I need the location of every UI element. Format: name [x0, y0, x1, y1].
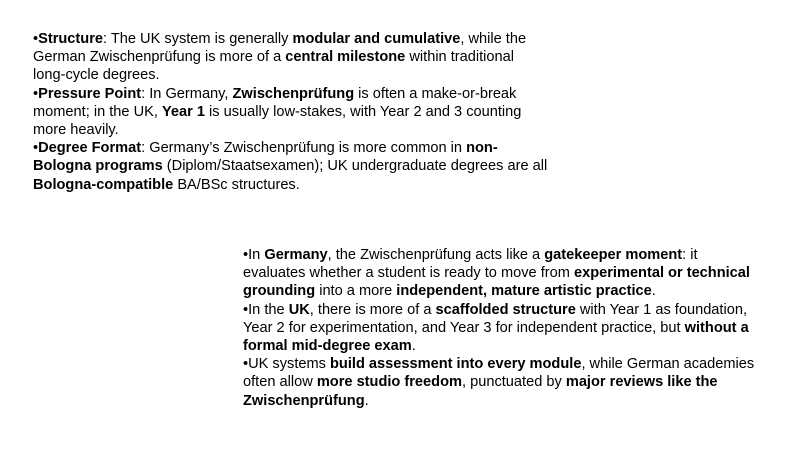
text-run: : Germany’s Zwischenprüfung is more common in	[141, 140, 467, 157]
text-run: with Year 1 as foundation, Year 2 for experimentation, and Year 3 for independent practice, but	[243, 301, 748, 336]
bullet-germany	[243, 246, 763, 301]
bold-text: Degree Format	[38, 140, 142, 157]
bold-text: without a formal mid-degree exam	[243, 319, 749, 355]
bullet-degree-format	[33, 139, 548, 194]
text-run: •	[33, 85, 39, 102]
text-run: .	[411, 338, 416, 355]
comparison-textbox-top	[33, 30, 548, 194]
bold-text: scaffolded structure	[435, 301, 576, 318]
bold-text: build assessment into every module	[330, 356, 582, 373]
text-run: •	[33, 31, 39, 47]
text-run: is often a make-or-break moment; in the UK,	[33, 85, 517, 120]
text-run: , while German academies often allow	[243, 356, 755, 391]
text-run: BA/BSc structures.	[173, 176, 300, 193]
bold-text: Structure	[38, 31, 103, 47]
text-run: into a more	[315, 283, 397, 300]
text-run: : In Germany,	[141, 85, 233, 102]
text-run: .	[651, 283, 656, 300]
text-run: •	[33, 140, 39, 157]
bold-text: gatekeeper moment	[544, 247, 683, 263]
bold-text: central milestone	[285, 49, 406, 66]
bold-text: non-Bologna programs	[33, 140, 498, 175]
bold-text: independent, mature artistic practice	[396, 283, 652, 300]
text-run: •UK systems	[243, 356, 331, 373]
text-run: : The UK system is generally	[102, 31, 293, 47]
bold-text: Zwischenprüfung	[232, 85, 355, 102]
bold-text: modular and cumulative	[292, 31, 461, 47]
text-run: , while the German Zwischenprüfung is more of a	[33, 31, 527, 66]
bold-text: Germany	[264, 247, 328, 263]
bullet-uk-assessment	[243, 355, 763, 410]
text-run: •In the	[243, 301, 289, 318]
bold-text: Pressure Point	[38, 85, 142, 102]
bullet-structure	[33, 30, 548, 85]
bold-text: major reviews like the Zwischenprüfung	[243, 374, 718, 409]
text-run: : it evaluates whether a student is ready to move from	[243, 247, 698, 282]
bullet-uk-structure	[243, 301, 763, 356]
comparison-textbox-bottom	[243, 246, 763, 410]
text-run: , the Zwischenprüfung acts like a	[327, 247, 545, 263]
text-run: , there is more of a	[309, 301, 436, 318]
bold-text: UK	[288, 301, 310, 318]
text-run: (Diplom/Staatsexamen); UK undergraduate degrees are all	[162, 158, 548, 175]
text-run: is usually low-stakes, with Year 2 and 3 counting more heavily.	[33, 103, 522, 139]
bold-text: experimental or technical grounding	[243, 265, 750, 300]
text-run: •In	[243, 247, 265, 263]
bold-text: more studio freedom	[316, 374, 462, 391]
bold-text: Year 1	[161, 103, 205, 120]
text-run: .	[364, 392, 369, 409]
bullet-pressure-point	[33, 85, 548, 140]
text-run: within traditional long-cycle degrees.	[33, 49, 515, 84]
bold-text: Bologna-compatible	[33, 176, 174, 193]
text-run: , punctuated by	[461, 374, 566, 391]
